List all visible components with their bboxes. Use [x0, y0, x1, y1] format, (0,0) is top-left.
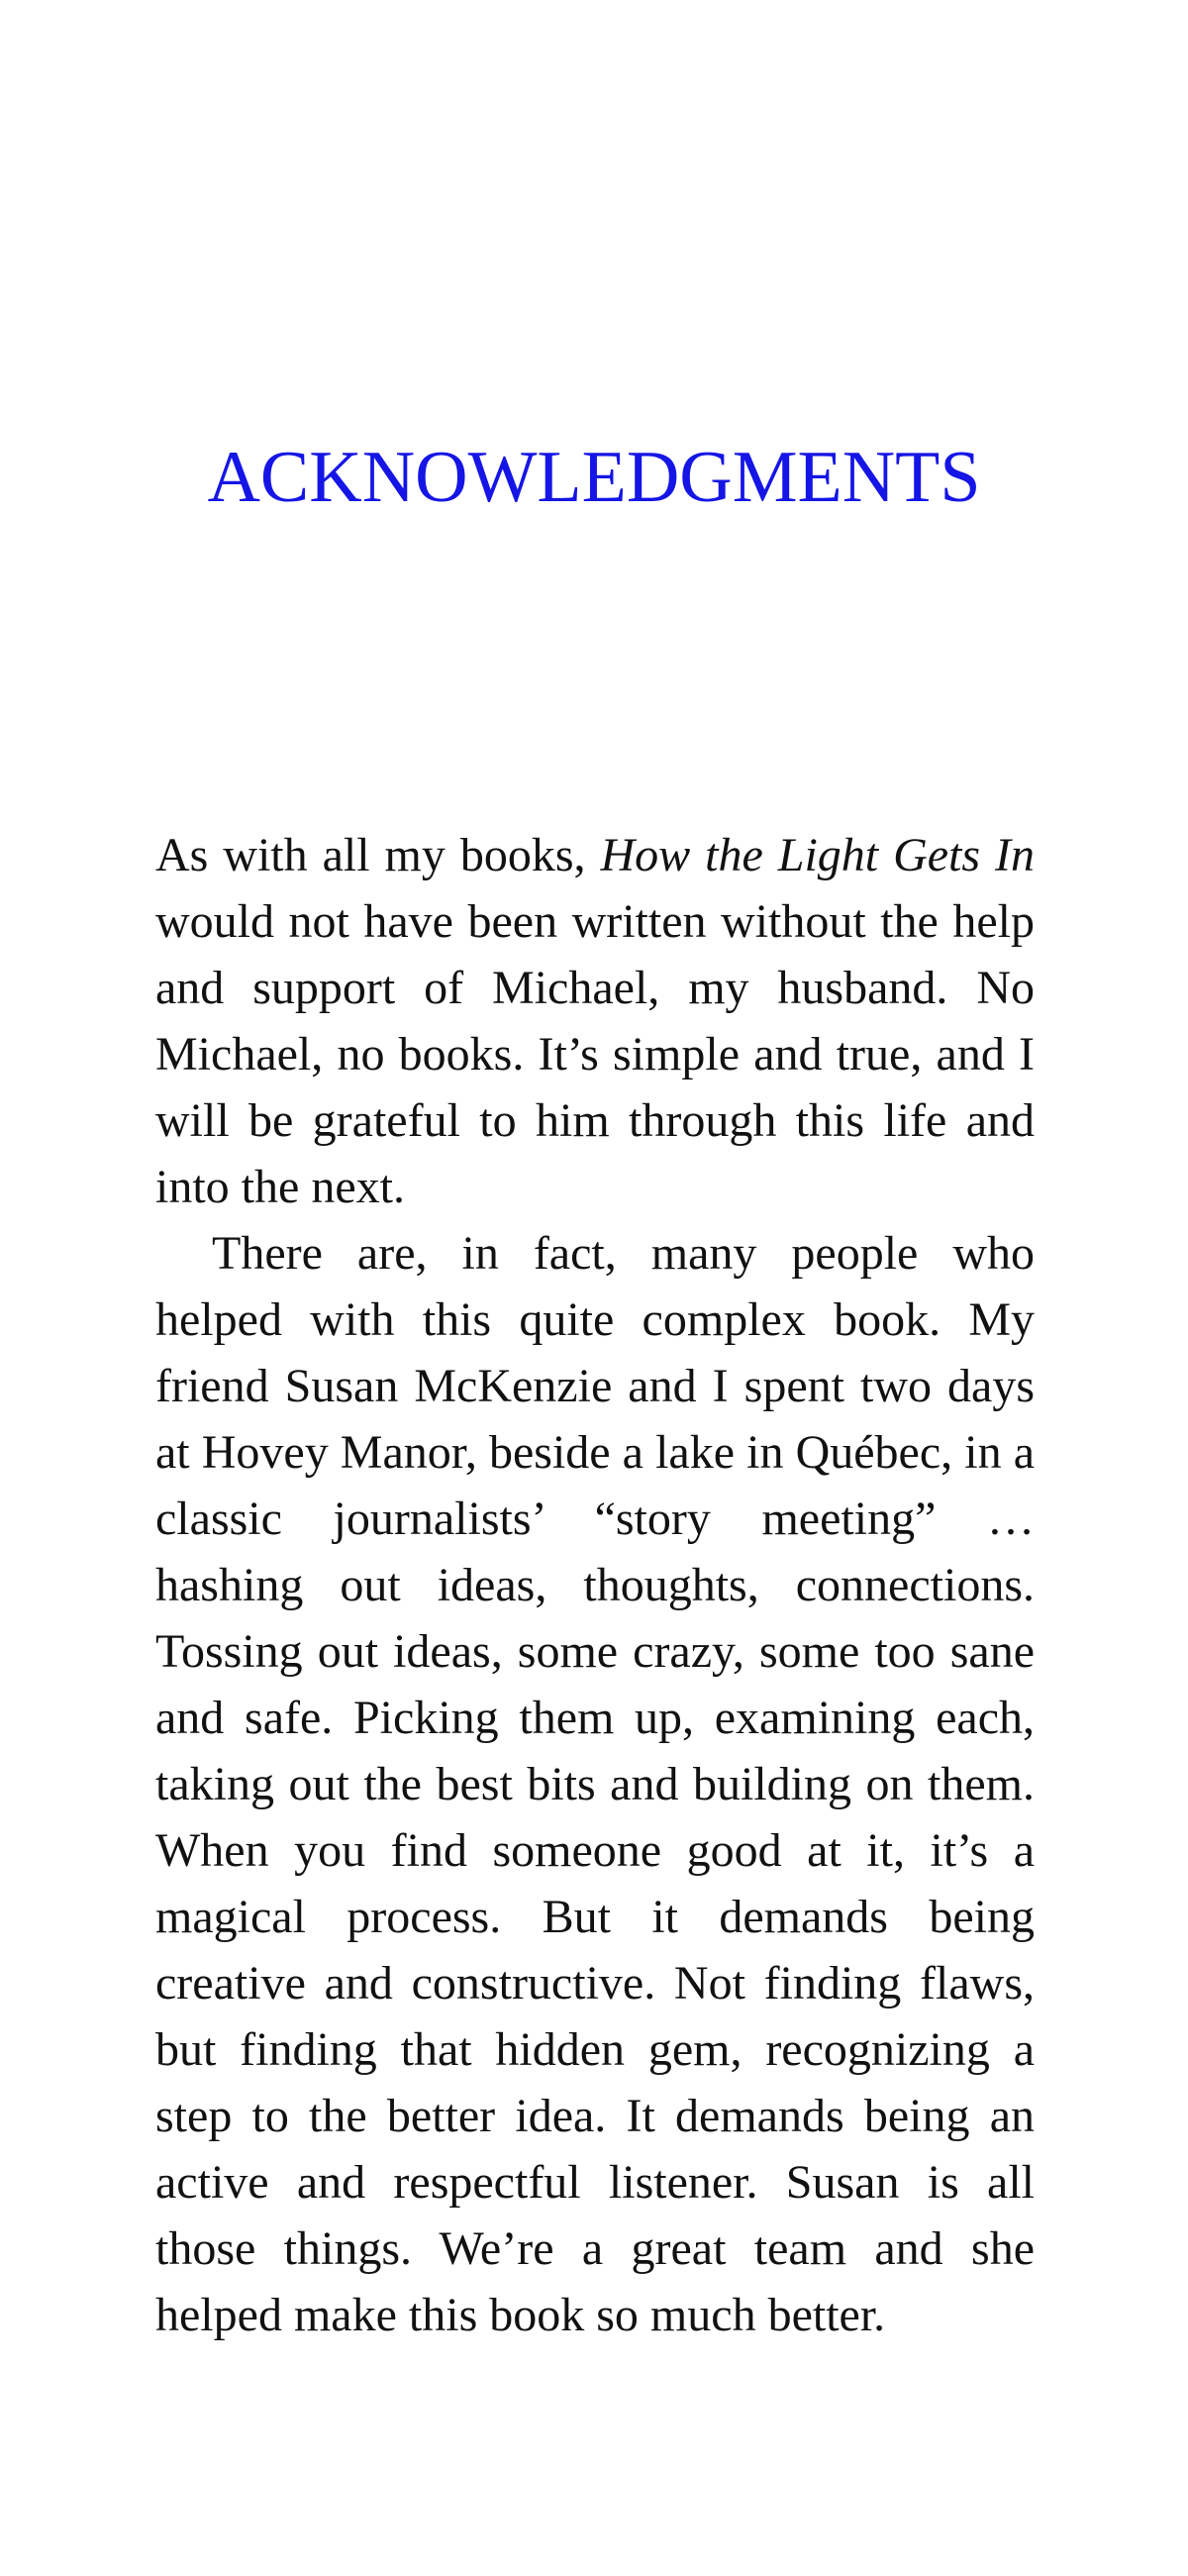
- paragraph-1: [155, 822, 1035, 1220]
- paragraph-1-rest: would not have been written without the help and support of Michael, my husband. No Michael, no books. It’s simple and true, and I will be grateful to him through this life and into the next.: [155, 895, 1035, 1213]
- paragraph-1-lead: As with all my books,: [155, 829, 601, 881]
- chapter-title: ACKNOWLEDGMENTS: [207, 437, 981, 518]
- book-title: How the Light Gets In: [600, 829, 1036, 881]
- acknowledgments-body: [155, 822, 1035, 2348]
- paragraph-2: There are, in fact, many people who helped with this quite complex book. My friend Susan McKenzie and I spent two days at Hovey Manor, beside a lake in Québec, in a classic journalists’ “story meeting” … hashing out ideas, thoughts, connections. Tossing out ideas, some crazy, some too sane and safe. Picking them up, examining each, taking out the best bits and building on them. When you find someone good at it, it’s a magical process. But it demands being creative and constructive. Not finding flaws, but finding that hidden gem, recognizing a step to the better idea. It demands being an active and respectful listener. Susan is all those things. We’re a great team and she helped make this book so much better.: [155, 1227, 1035, 2341]
